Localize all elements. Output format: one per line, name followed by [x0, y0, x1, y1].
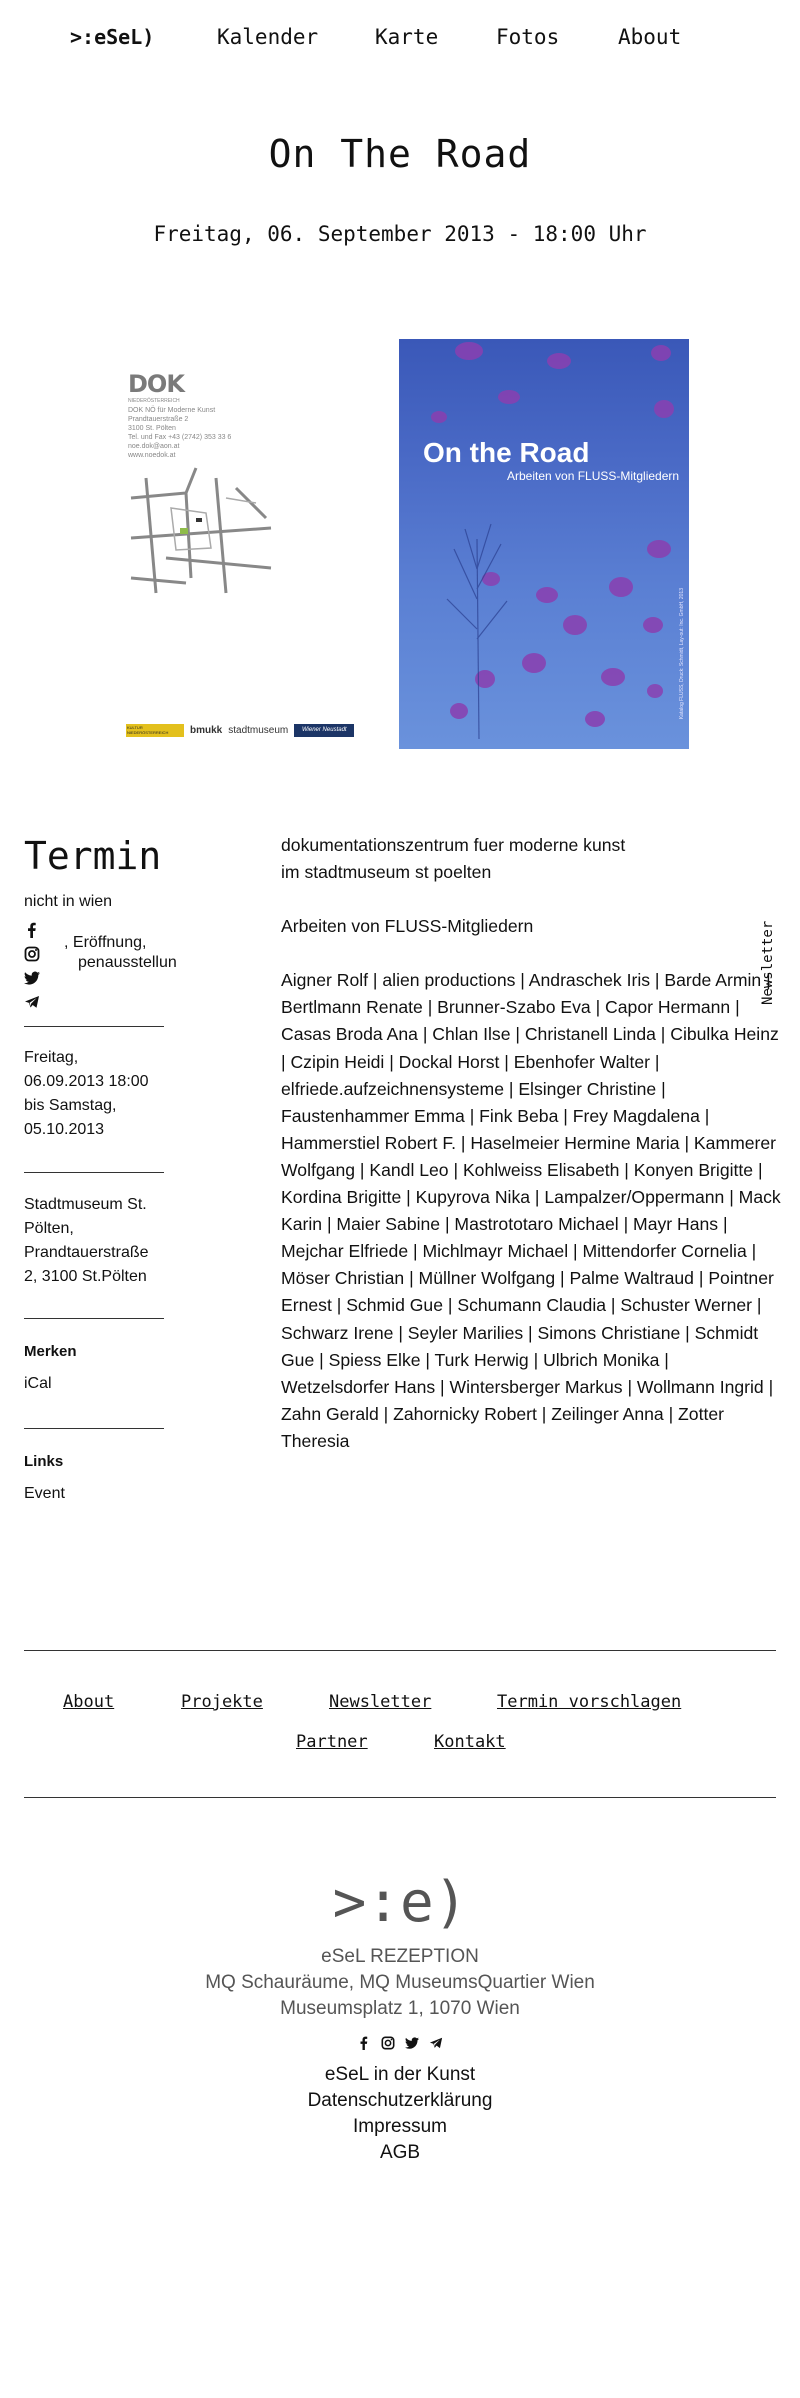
footer-esel-in-der-kunst-link[interactable]: eSeL in der Kunst: [324, 2064, 476, 2085]
category-tags[interactable]: , Eröffnung,: [64, 934, 147, 951]
sponsor-wiener-neustadt: Wiener Neustadt: [294, 724, 354, 737]
footer-social-icons: [0, 2036, 800, 2050]
instagram-icon[interactable]: [24, 946, 40, 962]
merken-section: [24, 1340, 174, 1396]
sponsor-kultur-noe: KULTUR NIEDERÖSTERREICH: [126, 724, 184, 737]
poster-subtitle: Arbeiten von FLUSS-Mitgliedern: [507, 469, 680, 483]
event-datetime: Freitag, 06. September 2013 - 18:00 Uhr: [153, 222, 647, 246]
footer-partner-link[interactable]: Partner: [296, 1732, 368, 1752]
sponsor-logos: [126, 722, 366, 738]
site-logo[interactable]: >:eSeL): [70, 25, 155, 49]
top-nav: [70, 22, 710, 52]
divider: [24, 1026, 164, 1027]
dok-logo: DOK: [128, 370, 184, 398]
newsletter-tab[interactable]: Newsletter: [760, 920, 776, 1005]
city-map-graphic: [126, 458, 276, 600]
dok-address: DOK NÖ für Moderne Kunst Prandtauerstraße 2 3100 St. Pölten Tel. und Fax +43 (2742) 353 33 6 noe.dok@aon.at www.noedok.at: [128, 407, 232, 459]
sponsor-bmukk: bmukk: [190, 724, 223, 736]
nav-about[interactable]: About: [618, 25, 682, 49]
poster-artwork: [399, 339, 689, 749]
divider: [24, 1318, 164, 1319]
termin-heading: Termin: [24, 834, 162, 878]
nav-fotos[interactable]: Fotos: [496, 25, 560, 49]
footer-address: eSeL REZEPTION MQ Schauräume, MQ MuseumsQuartier Wien Museumsplatz 1, 1070 Wien: [205, 1946, 595, 2019]
ical-link[interactable]: iCal: [24, 1375, 52, 1392]
category-tags-2[interactable]: penausstellun: [78, 954, 177, 971]
event-link[interactable]: Event: [24, 1485, 65, 1502]
footer-divider: [24, 1650, 776, 1651]
links-heading: Links: [24, 1453, 64, 1470]
nav-kalender[interactable]: Kalender: [217, 25, 319, 49]
facebook-icon[interactable]: [24, 922, 40, 938]
merken-heading: Merken: [24, 1343, 77, 1360]
twitter-icon[interactable]: [405, 2036, 419, 2050]
footer-about-link[interactable]: About: [63, 1692, 115, 1712]
divider: [24, 1172, 164, 1173]
sponsor-stadtmuseum: stadtmuseum: [228, 724, 289, 736]
event-dates: Freitag, 06.09.2013 18:00 bis Samstag, 05.10.2013: [24, 1049, 149, 1138]
footer-datenschutz-link[interactable]: Datenschutzerklärung: [307, 2090, 493, 2111]
footer-termin-vorschlagen-link[interactable]: Termin vorschlagen: [497, 1692, 682, 1712]
event-poster-image[interactable]: [399, 339, 689, 749]
telegram-icon[interactable]: [24, 994, 40, 1010]
nav-karte[interactable]: Karte: [375, 25, 439, 49]
footer-logo[interactable]: >:e): [332, 1870, 468, 1935]
artist-list: Aigner Rolf | alien productions | Andraschek Iris | Barde Armin | Bertlmann Renate | Brunner-Szabo Eva | Capor Hermann | Casas Broda Ana | Chlan Ilse | Christanell Linda | Cibulka Heinz | Czipin Heidi | Dockal Horst | Ebenhofer Walter | elfriede.aufzeichnensysteme | Elsinger Christine | Faustenhammer Emma | Fink Beba | Frey Magdalena | Hammerstiel Robert F. | Haselmeier Hermine Maria | Kammerer Wolfgang | Kandl Leo | Kohlweiss Elisabeth | Konyen Brigitte | Kordina Brigitte | Kupyrova Nika | Lampalzer/Oppermann | Mack Karin | Maier Sabine | Mastrototaro Michael | Mayr Hans | Mejchar Elfriede | Michlmayr Michael | Mittendorfer Cornelia | Möser Christian | Müllner Wolfgang | Palme Waltraud | Pointner Ernest | Schmid Gue | Schumann Claudia | Schuster Werner | Schwarz Irene | Seyler Marilies | Simons Christiane | Schmidt Gue | Spiess Elke | Turk Herwig | Ulbrich Monika | Wetzelsdorfer Hans | Wintersberger Markus | Wollmann Ingrid | Zahn Gerald | Zahornicky Robert | Zeilinger Anna | Zotter Theresia: [281, 970, 781, 1451]
share-icons: [24, 922, 44, 1018]
footer-kontakt-link[interactable]: Kontakt: [434, 1732, 506, 1752]
footer-newsletter-link[interactable]: Newsletter: [329, 1692, 432, 1712]
footer-projekte-link[interactable]: Projekte: [181, 1692, 263, 1712]
poster-title: On the Road: [423, 437, 590, 468]
poster-credits: Katalog FLUSS, Druck: Schmidt, Lay-out: Inc. GmbH, 2013: [679, 587, 685, 719]
dok-logo-sub: NIEDERÖSTERREICH: [128, 398, 180, 404]
description-line-1: dokumentationszentrum fuer moderne kunst: [281, 835, 626, 855]
facebook-icon[interactable]: [357, 2036, 371, 2050]
event-description: [281, 832, 781, 1482]
footer-legal-links: [0, 2062, 800, 2166]
description-line-2: im stadtmuseum st poelten: [281, 862, 492, 883]
twitter-icon[interactable]: [24, 970, 40, 986]
divider: [24, 1428, 164, 1429]
telegram-icon[interactable]: [429, 2036, 443, 2050]
footer-agb-link[interactable]: AGB: [379, 2142, 421, 2163]
event-venue[interactable]: Stadtmuseum St. Pölten, Prandtauerstraße 2, 3100 St.Pölten: [24, 1196, 149, 1285]
invitation-map-image[interactable]: [126, 362, 366, 744]
location-tag[interactable]: nicht in wien: [24, 893, 113, 910]
event-title: On The Road: [268, 132, 532, 176]
links-section: [24, 1450, 174, 1506]
footer-impressum-link[interactable]: Impressum: [353, 2116, 447, 2137]
description-subtitle: Arbeiten von FLUSS-Mitgliedern: [281, 916, 534, 937]
footer-divider: [24, 1797, 776, 1798]
instagram-icon[interactable]: [381, 2036, 395, 2050]
